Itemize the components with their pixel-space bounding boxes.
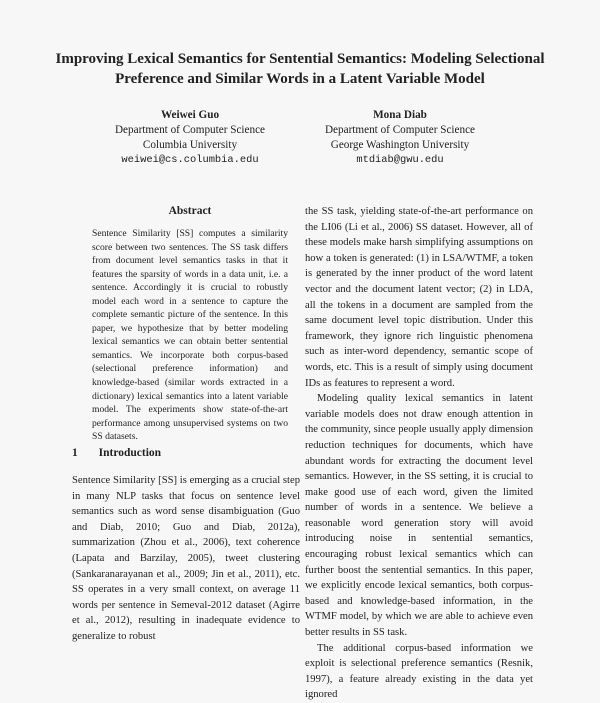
author-university: George Washington University <box>330 139 470 151</box>
section-heading-introduction <box>72 447 161 459</box>
abstract-text: Sentence Similarity [SS] computes a similarity score between two sentences. The SS task differs from document level semantics tasks in that it features the sparsity of words in a data unit, i.e. a sentence. Accordingly it is crucial to robustly model each word in a sentence to capture the complete semantic picture of the sentence. In this paper, we hypothesize that by better modeling lexical semantics we can obtain better sentential semantics. We incorporate both corpus-based (selectional preference information) and knowledge-based (similar words extracted in a dictionary) lexical semantics into a latent variable model. The experiments show state-of-the-art performance among unsupervised systems on two SS datasets. <box>92 228 288 443</box>
author-block-1 <box>80 108 300 168</box>
right-column-body <box>305 204 533 703</box>
left-column-body <box>72 473 300 645</box>
abstract-heading: Abstract <box>168 205 212 217</box>
author-university: Columbia University <box>142 139 238 151</box>
author-name: Weiwei Guo <box>160 109 220 121</box>
body-paragraph-3: The additional corpus-based information we exploit is selectional preference semantics (Resnik, 1997), a feature already existing in the data yet ignored <box>305 642 533 701</box>
author-department: Department of Computer Science <box>114 124 266 136</box>
author-department: Department of Computer Science <box>324 124 476 136</box>
section-number: 1 <box>72 447 78 459</box>
author-email[interactable]: mtdiab@gwu.edu <box>356 154 444 166</box>
paper-title <box>40 49 560 89</box>
title-line-2: Preference and Similar Words in a Latent Variable Model <box>115 71 485 87</box>
author-block-2 <box>290 108 510 168</box>
intro-paragraph: Sentence Similarity [SS] is emerging as a crucial step in many NLP tasks that focus on sentence level semantics such as word sense disambiguation (Guo and Diab, 2010; Guo and Diab, 2012a), summarization (Zhou et al., 2006), text coherence (Lapata and Barzilay, 2005), tweet clustering (Sankaranarayanan et al., 2009; Jin et al., 2011), etc. SS operates in a very small context, on average 11 words per sentence in Semeval-2012 dataset (Agirre et al., 2012), resulting in inadequate evidence to generalize to robust <box>72 475 300 642</box>
section-title: Introduction <box>98 447 162 459</box>
author-name: Mona Diab <box>373 109 427 121</box>
title-line-1: Improving Lexical Semantics for Sentential Semantics: Modeling Selectional <box>55 51 545 67</box>
body-paragraph-1: the SS task, yielding state-of-the-art performance on the LI06 (Li et al., 2006) SS dataset. However, all of these models make harsh simplifying assumptions on how a token is generated: (1) in LSA/WTMF, a token is generated by the inner product of the word latent vector and the document latent vector; (2) in LDA, all the tokens in a document are sampled from the same document level topic distribution. Under this framework, they ignore rich linguistic phenomena such as inter-word dependency, semantic scope of words, etc. This is a result of simply using document IDs as features to represent a word. <box>305 206 533 389</box>
body-paragraph-2: Modeling quality lexical semantics in latent variable models does not draw enough attention in the community, since people usually apply dimension reduction techniques for documents, which have abundant words for extracting the document level semantics. However, in the SS setting, it is crucial to make good use of each word, given the limited number of words in a sentence. We believe a reasonable word generation story will avoid introducing noise in sentential semantics, encouraging robust lexical semantics which can further boost the sentential semantics. In this paper, we explicitly encode lexical semantics, both corpus-based and knowledge-based information, in the WTMF model, by which we are able to achieve even better results in SS task. <box>305 393 533 639</box>
author-email[interactable]: weiwei@cs.columbia.edu <box>121 154 259 166</box>
